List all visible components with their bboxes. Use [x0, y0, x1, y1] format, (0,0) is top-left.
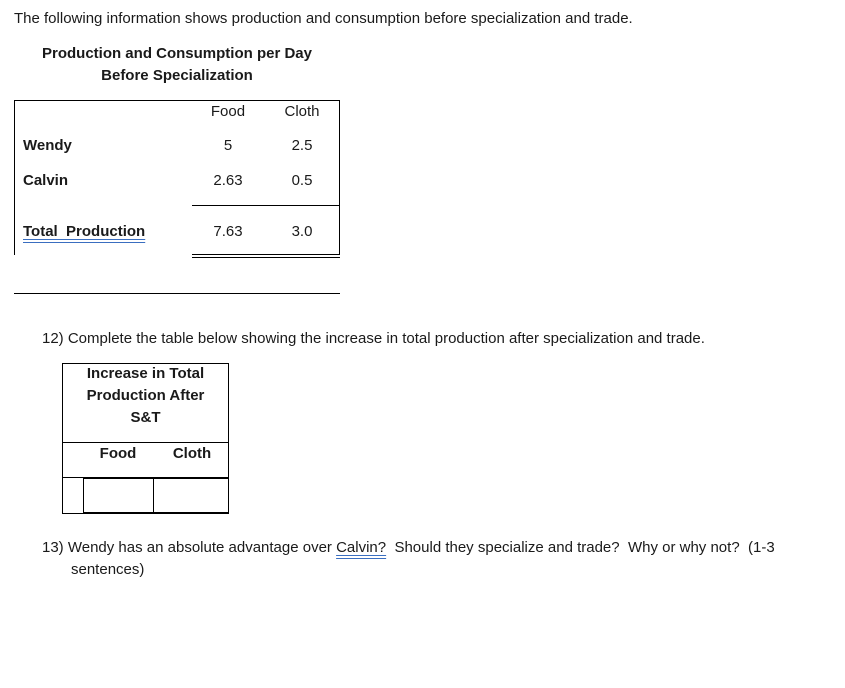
- question-13-part2: Should they specialize and trade? Why or why not? (1-3: [386, 539, 775, 556]
- table2-left-border: [62, 442, 63, 514]
- table1-row-wendy-food: 5: [223, 137, 233, 154]
- question-13-text-line2: sentences): [71, 561, 145, 578]
- table2-header-line2: Production After: [86, 387, 205, 404]
- table2-col-food: Food: [99, 445, 137, 462]
- table1-top-border: [14, 100, 340, 101]
- intro-text: The following information shows production and consumption before specialization and trade.: [14, 10, 633, 27]
- table1-right-border: [339, 100, 340, 255]
- table2-header-line3: S&T: [130, 409, 161, 426]
- table1-total-line-1: [192, 254, 340, 255]
- question-13-text: [42, 539, 775, 556]
- table1-left-border: [14, 100, 15, 255]
- table2-cloth-answer-cell[interactable]: [153, 478, 229, 513]
- table1-total-food: 7.63: [213, 223, 243, 240]
- table1-bottom-rule: [14, 293, 340, 294]
- table1-col-cloth: Cloth: [284, 103, 320, 120]
- question-13-calvin-link: Calvin?: [336, 539, 387, 556]
- table1-title: Production and Consumption per Day: [41, 45, 312, 62]
- question-12-text: 12) Complete the table below showing the increase in total production after specialization and trade.: [42, 330, 705, 347]
- table1-row-calvin-label: Calvin: [23, 172, 69, 189]
- table1-total-cloth: 3.0: [291, 223, 313, 240]
- table1-row-wendy-cloth: 2.5: [291, 137, 313, 154]
- table2-header-line1: Increase in Total: [86, 365, 205, 382]
- question-13-part1: 13) Wendy has an absolute advantage over: [42, 539, 337, 556]
- table2-bottom-border: [62, 513, 229, 514]
- table1-row-wendy-label: Wendy: [23, 137, 72, 154]
- table1-col-food: Food: [210, 103, 246, 120]
- table1-subtitle: Before Specialization: [101, 67, 253, 84]
- table1-row-calvin-cloth: 0.5: [291, 172, 313, 189]
- table2-food-answer-cell[interactable]: [83, 478, 154, 513]
- table2-col-cloth: Cloth: [172, 445, 212, 462]
- table1-subtotal-line: [192, 205, 340, 206]
- table1-total-line-2: [192, 257, 340, 258]
- table1-row-calvin-food: 2.63: [213, 172, 243, 189]
- table1-total-label: Total Production: [23, 223, 146, 240]
